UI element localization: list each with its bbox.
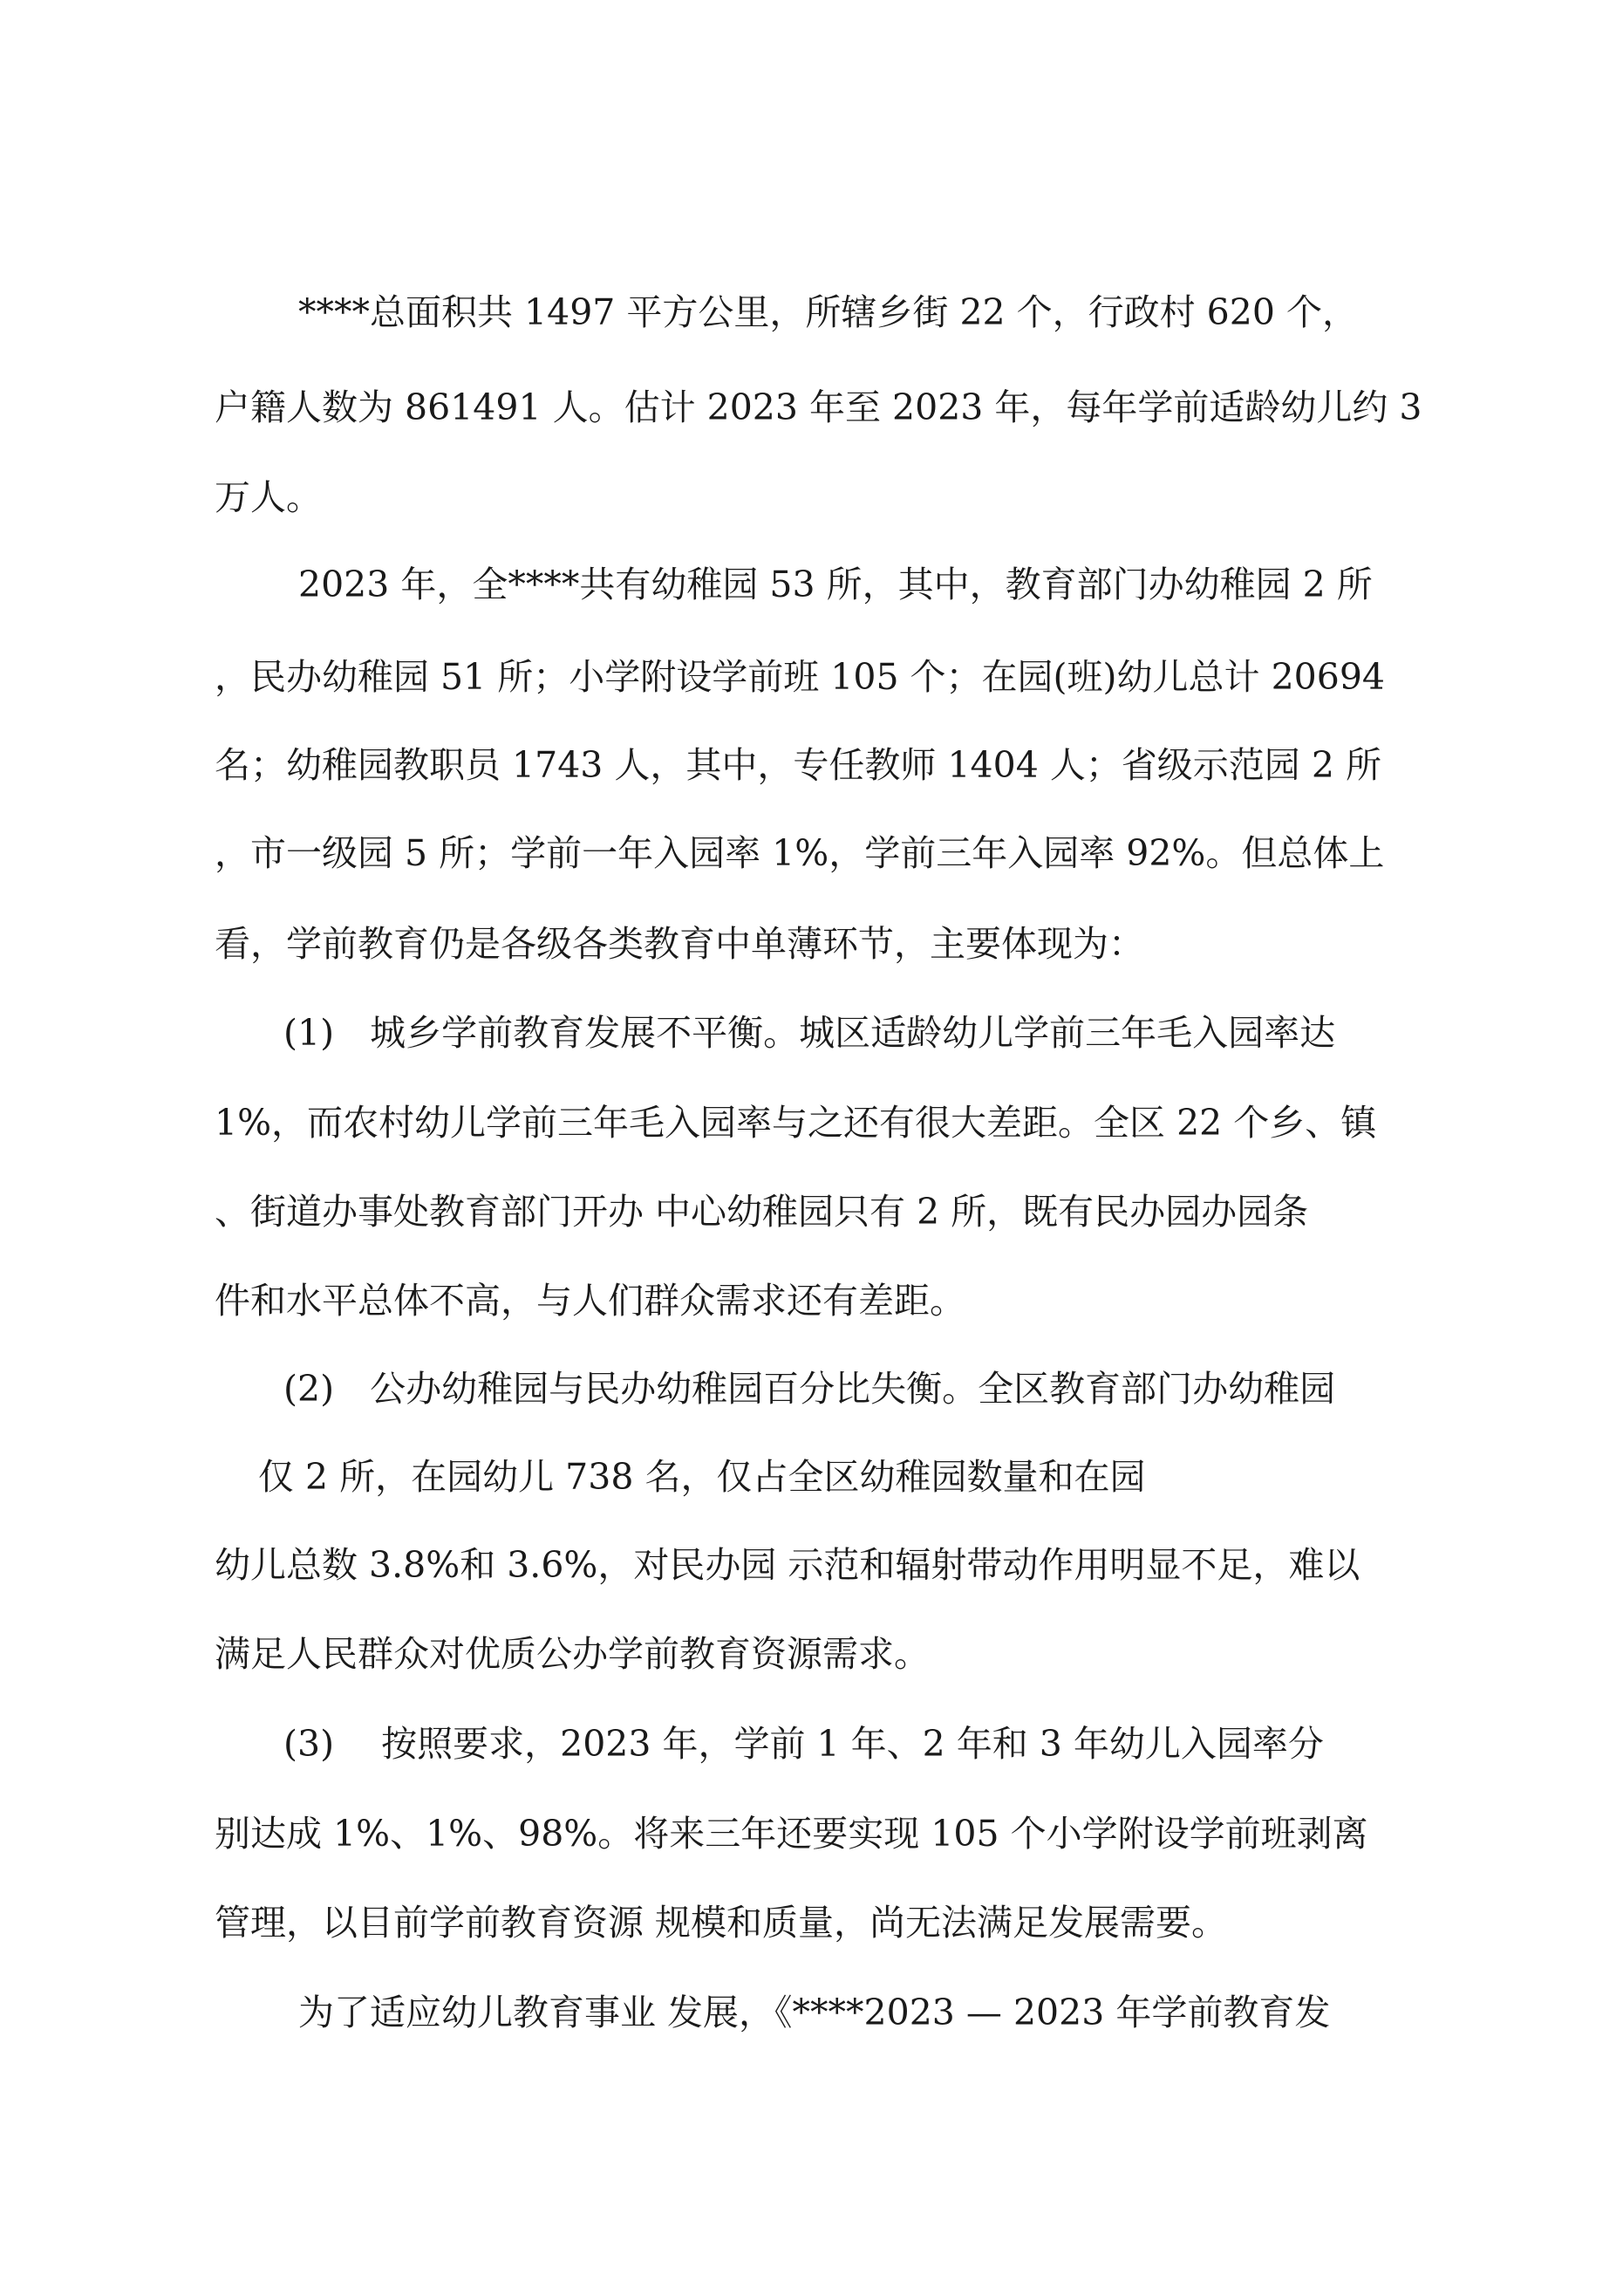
text-line-18: 别达成 1%、1%、98%。将来三年还要实现 105 个小学附设学前班剥离 [215,1813,1368,1855]
text-line-1: ****总面积共 1497 平方公里，所辖乡街 22 个，行政村 620 个， [298,291,1358,333]
text-line-13: (2) 公办幼稚园与民办幼稚园百分比失衡。全区教育部门办幼稚园 [283,1368,1336,1410]
text-line-5: ，民办幼稚园 51 所；小学附设学前班 105 个；在园(班)幼儿总计 20694 [215,656,1386,698]
text-line-6: 名；幼稚园教职员 1743 人，其中，专任教师 1404 人；省级示范园 2 所 [215,744,1381,786]
text-line-20: 为了适应幼儿教育事业 发展，《****2023 — 2023 年学前教育发 [298,1992,1331,2033]
text-line-17: (3) 按照要求，2023 年，学前 1 年、2 年和 3 年幼儿入园率分 [283,1723,1324,1765]
text-line-12: 件和水平总体不高，与人们群众需求还有差距。 [215,1280,965,1322]
text-line-11: 、街道办事处教育部门开办 中心幼稚园只有 2 所，既有民办园办园条 [215,1191,1309,1233]
text-line-19: 管理，以目前学前教育资源 规模和质量，尚无法满足发展需要。 [215,1902,1228,1944]
text-line-14: 仅 2 所，在园幼儿 738 名，仅占全区幼稚园数量和在园 [258,1456,1146,1498]
text-line-3: 万人。 [215,476,322,518]
text-line-15: 幼儿总数 3.8%和 3.6%，对民办园 示范和辐射带动作用明显不足，难以 [215,1544,1360,1586]
text-line-9: (1) 城乡学前教育发展不平衡。城区适龄幼儿学前三年毛入园率达 [283,1012,1336,1054]
text-line-16: 满足人民群众对优质公办学前教育资源需求。 [215,1633,930,1675]
text-line-8: 看，学前教育仍是各级各类教育中单薄环节，主要体现为： [215,923,1144,965]
text-line-2: 户籍人数为 861491 人。估计 2023 年至 2023 年，每年学前适龄幼儿约 3 [215,386,1422,428]
text-line-10: 1%，而农村幼儿学前三年毛入园率与之还有很大差距。全区 22 个乡、镇 [215,1102,1377,1144]
text-line-7: ，市一级园 5 所；学前一年入园率 1%，学前三年入园率 92%。但总体上 [215,832,1385,874]
text-line-4: 2023 年，全****共有幼稚园 53 所，其中，教育部门办幼稚园 2 所 [298,564,1373,605]
